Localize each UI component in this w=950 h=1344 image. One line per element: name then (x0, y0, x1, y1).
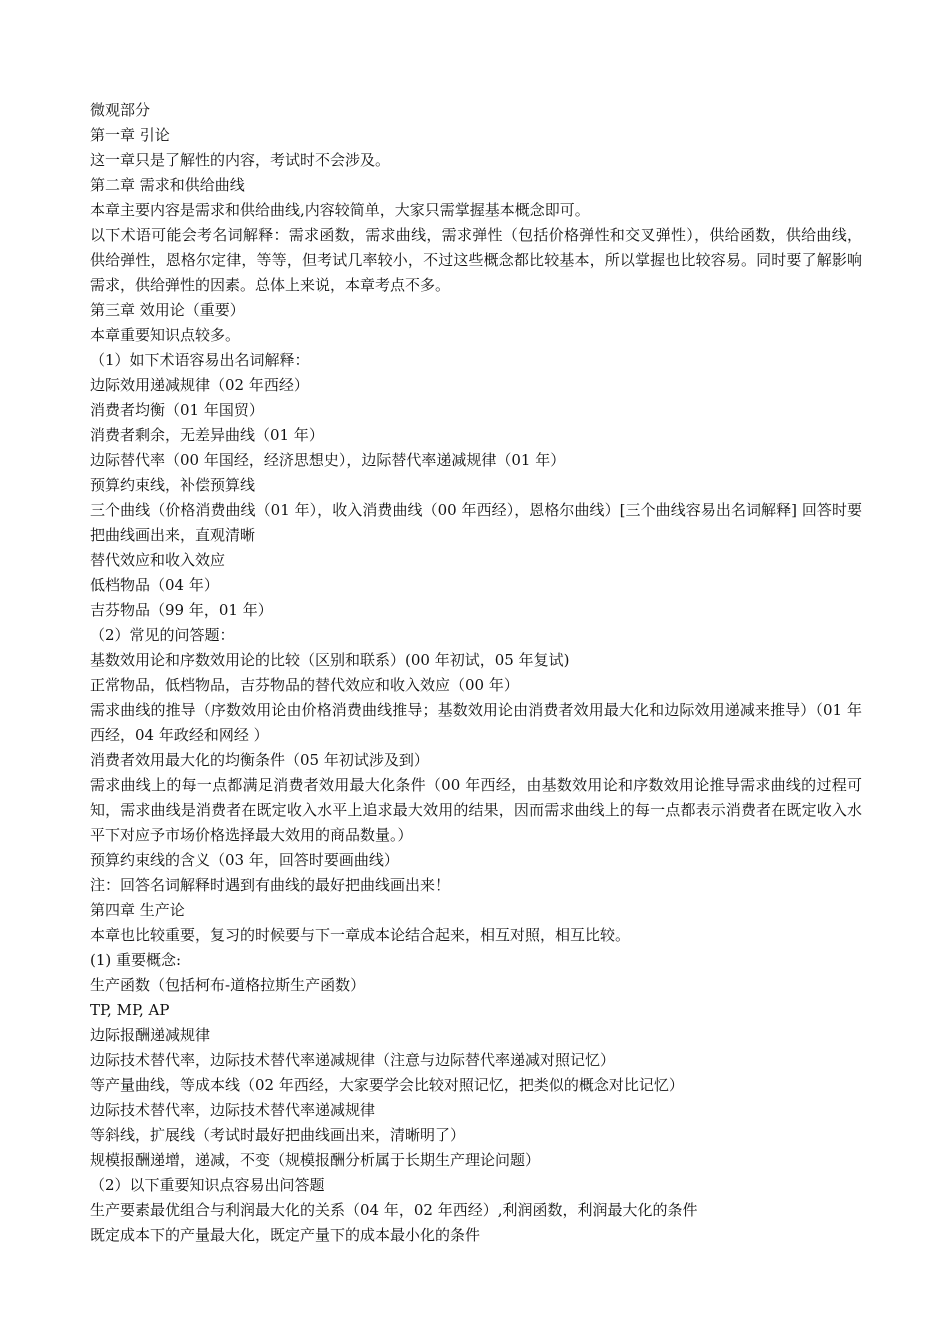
list-item: 需求曲线上的每一点都满足消费者效用最大化条件（00 年西经，由基数效用论和序数效用论推导需求曲线的过程可知，需求曲线是消费者在既定收入水平上追求最大效用的结果，因而需求曲线上的每一点都表示消费者在既定收入水平下对应予市场价格选择最大效用的商品数量。） (90, 776, 862, 844)
list-item: 生产要素最优组合与利润最大化的关系（04 年，02 年西经）,利润函数，利润最大化的条件 (90, 1201, 698, 1219)
list-item: 低档物品（04 年） (90, 576, 219, 594)
list-item: 消费者均衡（01 年国贸） (90, 401, 264, 419)
list-item: 预算约束线，补偿预算线 (90, 476, 256, 494)
chapter-heading: 第二章 需求和供给曲线 (90, 176, 245, 194)
list-item: 等产量曲线，等成本线（02 年西经，大家要学会比较对照记忆，把类似的概念对比记忆） (90, 1076, 684, 1094)
list-item: 生产函数（包括柯布-道格拉斯生产函数） (90, 976, 366, 994)
list-item: 预算约束线的含义（03 年，回答时要画曲线） (90, 851, 399, 869)
list-item: 消费者剩余，无差异曲线（01 年） (90, 426, 324, 444)
list-item: 规模报酬递增，递减，不变（规模报酬分析属于长期生产理论问题） (90, 1151, 541, 1169)
list-item: TP, MP, AP (90, 1001, 170, 1019)
list-item: 消费者效用最大化的均衡条件（05 年初试涉及到） (90, 751, 429, 769)
note: 注：回答名词解释时遇到有曲线的最好把曲线画出来！ (90, 876, 451, 894)
list-item: 等斜线，扩展线（考试时最好把曲线画出来，清晰明了） (90, 1126, 466, 1144)
list-item: 边际技术替代率，边际技术替代率递减规律 (90, 1101, 376, 1119)
list-item: 需求曲线的推导（序数效用论由价格消费曲线推导；基数效用论由消费者效用最大化和边际效用递减来推导）（01 年西经，04 年政经和网经 ） (90, 701, 862, 744)
list-item: 边际技术替代率，边际技术替代率递减规律（注意与边际替代率递减对照记忆） (90, 1051, 616, 1069)
paragraph: 以下术语可能会考名词解释：需求函数，需求曲线，需求弹性（包括价格弹性和交叉弹性），供给函数，供给曲线，供给弹性，恩格尔定律，等等，但考试几率较小，不过这些概念都比较基本，所以掌握也比较容易。同时要了解影响需求，供给弹性的因素。总体上来说，本章考点不多。 (90, 226, 862, 294)
paragraph: 本章也比较重要，复习的时候要与下一章成本论结合起来，相互对照，相互比较。 (90, 926, 631, 944)
paragraph: 这一章只是了解性的内容，考试时不会涉及。 (90, 151, 391, 169)
chapter-heading: 第一章 引论 (90, 126, 170, 144)
list-item: 基数效用论和序数效用论的比较（区别和联系）(00 年初试，05 年复试) (90, 651, 570, 669)
list-item: 三个曲线（价格消费曲线（01 年），收入消费曲线（00 年西经），恩格尔曲线）[三个曲线容易出名词解释] 回答时要把曲线画出来，直观清晰 (90, 501, 862, 544)
chapter-heading: 第四章 生产论 (90, 901, 185, 919)
document-page (90, 98, 862, 1248)
chapter-heading: 第三章 效用论（重要） (90, 301, 245, 319)
paragraph: 本章主要内容是需求和供给曲线,内容较简单，大家只需掌握基本概念即可。 (90, 201, 590, 219)
paragraph: 本章重要知识点较多。 (90, 326, 241, 344)
subsection-heading: （1）如下术语容易出名词解释： (90, 351, 310, 369)
subsection-heading: （2）以下重要知识点容易出问答题 (90, 1176, 325, 1194)
subsection-heading: （2）常见的问答题： (90, 626, 235, 644)
subsection-heading: (1) 重要概念: (90, 951, 182, 969)
list-item: 既定成本下的产量最大化，既定产量下的成本最小化的条件 (90, 1226, 481, 1244)
list-item: 边际报酬递减规律 (90, 1026, 211, 1044)
list-item: 替代效应和收入效应 (90, 551, 226, 569)
list-item: 吉芬物品（99 年，01 年） (90, 601, 273, 619)
list-item: 边际效用递减规律（02 年西经） (90, 376, 309, 394)
section-title: 微观部分 (90, 101, 151, 119)
list-item: 边际替代率（00 年国经，经济思想史），边际替代率递减规律（01 年） (90, 451, 566, 469)
list-item: 正常物品，低档物品，吉芬物品的替代效应和收入效应（00 年） (90, 676, 519, 694)
